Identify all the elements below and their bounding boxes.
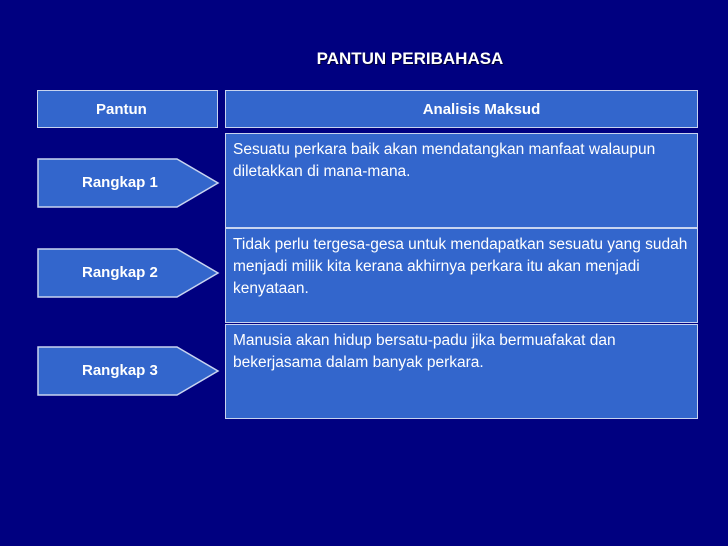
- slide-title: PANTUN PERIBAHASA: [316, 49, 504, 68]
- row-label-rangkap-1: [37, 158, 220, 208]
- row-label-text: Rangkap 2: [82, 264, 158, 281]
- row-description-3: Manusia akan hidup bersatu-padu jika bermuafakat dan bekerjasama dalam banyak perkara.: [225, 324, 698, 419]
- row-label-rangkap-3: [37, 346, 220, 396]
- row-label-rangkap-2: [37, 248, 220, 298]
- header-analisis-maksud: Analisis Maksud: [225, 90, 698, 128]
- header-pantun: Pantun: [37, 90, 218, 128]
- row-label-text: Rangkap 1: [82, 174, 158, 191]
- row-description-2: Tidak perlu tergesa-gesa untuk mendapatkan sesuatu yang sudah menjadi milik kita kerana akhirnya perkara itu akan menjadi kenyataan.: [225, 228, 698, 323]
- row-description-1: Sesuatu perkara baik akan mendatangkan manfaat walaupun diletakkan di mana-mana.: [225, 133, 698, 228]
- row-label-text: Rangkap 3: [82, 362, 158, 379]
